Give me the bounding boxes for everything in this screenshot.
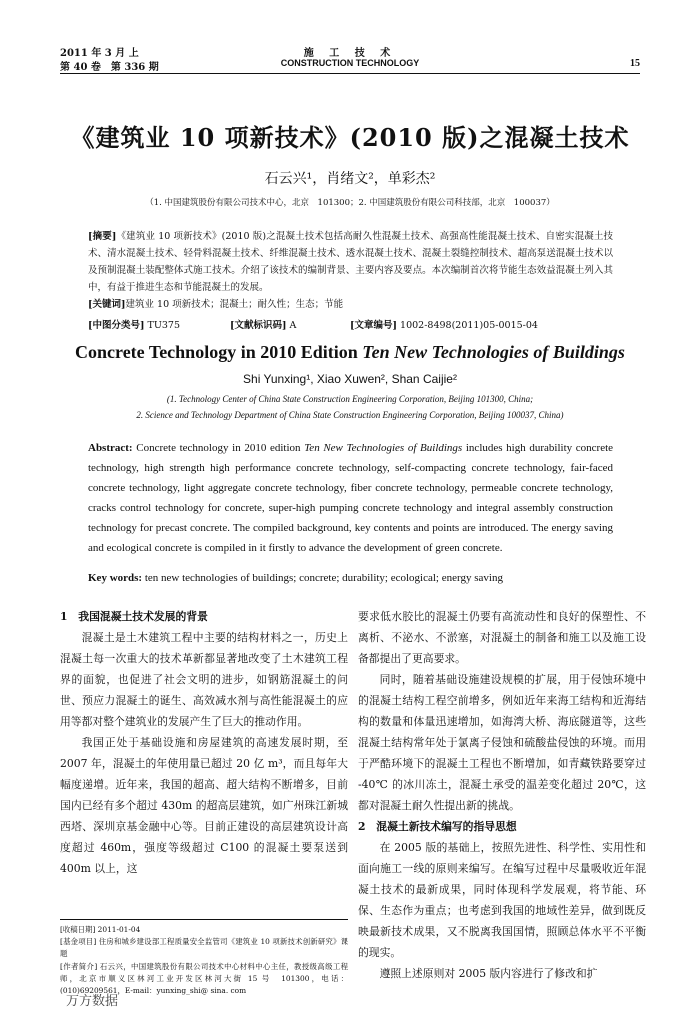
chinese-authors: 石云兴¹，肖绪文²，单彩杰²	[264, 171, 436, 187]
english-title-italic: Ten New Technologies of Buildings	[362, 342, 625, 362]
english-abstract-text-1: Concrete technology in 2010 edition	[136, 442, 301, 454]
english-keywords-label: Key words:	[88, 572, 143, 584]
english-affiliation-1: (1. Technology Center of China State Construction Engineering Corporation, Beijing 101300, China;	[166, 394, 534, 404]
chinese-title: 《建筑业 10 项新技术》(2010 版)之混凝土技术	[70, 123, 630, 152]
left-column	[60, 606, 348, 879]
body-paragraph: 要求低水胶比的混凝土仍要有高流动性和良好的保塑性、不离析、不泌水、不淤塞，对混凝土的制备和施工以及施工设备都提出了更高要求。	[358, 610, 646, 665]
section-1-heading: 1 我国混凝土技术发展的背景	[60, 610, 208, 623]
journal-name: 施 工 技 术	[303, 48, 397, 59]
article-no-value: 1002-8498(2011)05-0015-04	[400, 320, 538, 331]
article-no-field	[350, 317, 538, 331]
clc-value: TU375	[147, 320, 181, 331]
english-abstract-text-2: includes high durability concrete technology, high strength high performance concrete technology, self-compacting concrete technology, fair-faced concrete technology, light aggregate concrete technology, fiber concrete technology, permeable concrete technology, cracks control technology for concrete, super-high pumping concrete technology and integral assembly construction technology for precast concrete. The compiled background, key contents and points are introduced. The energy saving and ecological concrete is compiled in it firstly to advance the development of green concrete.	[88, 442, 614, 554]
body-paragraph: 同时，随着基础设施建设规模的扩展，用于侵蚀环境中的混凝土结构工程空前增多，例如近年来海工结构和近海结构的数量和体量迅速增加，如海湾大桥、海底隧道等，这些混凝土结构常年处于氯离子侵蚀和硫酸盐侵蚀的环境。而用于严酷环境下的混凝土工程也不断增加，如青藏铁路要穿过 -40℃ 的冰川冻土，混凝土承受的温差变化超过 20℃，这都对混凝土耐久性提出新的挑战。	[358, 673, 646, 812]
page-number: 15	[630, 58, 640, 69]
body-paragraph: 遵照上述原则对 2005 版内容进行了修改和扩	[379, 967, 598, 980]
footnotes	[60, 919, 348, 997]
english-affiliation-2: 2. Science and Technology Department of China State Construction Engineering Corporation, Beijing 100037, China)	[136, 410, 564, 420]
header-rule	[60, 73, 640, 74]
english-abstract-label: Abstract:	[88, 442, 133, 454]
chinese-affiliations: （1. 中国建筑股份有限公司技术中心，北京 101300；2. 中国建筑股份有限公司科技部，北京 100037）	[145, 198, 555, 208]
english-title	[0, 342, 700, 363]
keywords-text: 建筑业 10 项新技术；混凝土；耐久性；生态；节能	[125, 299, 344, 310]
english-title-main: Concrete Technology in 2010 Edition	[75, 342, 358, 362]
doc-code-value: A	[289, 320, 297, 331]
chinese-abstract	[88, 228, 613, 313]
fund-project: [基金项目] 住房和城乡建设部工程质量安全监管司《建筑业 10 项新技术创新研究》课题	[60, 937, 348, 959]
issue-date: 2011 年 3 月 上	[60, 48, 139, 59]
clc-field	[88, 317, 180, 331]
body-paragraph: 混凝土是土木建筑工程中主要的结构材料之一，历史上混凝土每一次重大的技术革新都显著地改变了土木建筑工程界的面貌，也促进了社会文明的进步，如钢筋混凝土的问世、预应力混凝土的诞生、高效减水剂与高性能混凝土的应用等都对整个建筑业的发展产生了巨大的推动作用。	[60, 631, 348, 728]
english-abstract-italic: Ten New Technologies of Buildings	[304, 442, 463, 454]
abstract-label: [摘要]	[88, 231, 117, 242]
volume-issue: 第 40 卷 第 336 期	[60, 62, 159, 73]
keywords-label: [关键词]	[88, 299, 126, 310]
abstract-text: 《建筑业 10 项新技术》(2010 版)之混凝土技术包括高耐久性混凝土技术、高强高性能混凝土技术、自密实混凝土技术、清水混凝土技术、轻骨料混凝土技术、纤维混凝土技术、透水混凝土技术、混凝土裂缝控制技术、超高泵送混凝土技术以及预制混凝土装配整体式施工技术。介绍了该技术的编制背景、主要内容及要点。本次编制首次将节能生态效益混凝土列入其中，有益于推进生态和节能混凝土的发展。	[88, 231, 613, 293]
article-no-label: [文章编号]	[350, 320, 397, 331]
body-paragraph: 我国正处于基础设施和房屋建筑的高速发展时期，至 2007 年，混凝土的年使用量已超过 20 亿 m³，而且每年大幅度递增。近年来，我国的超高、超大结构不断增多，目前国内已经有多个超过 430m 的超高层建筑，如广州珠江新城西塔、深圳京基金融中心等。目前正建设的高层建筑设计高度超过 460m，强度等级超过 C100 的混凝土要泵送到 400m 以上，这	[60, 736, 348, 875]
doc-code-field	[230, 317, 296, 331]
english-keywords	[88, 572, 613, 584]
section-2-heading: 2 混凝土新技术编写的指导思想	[358, 820, 517, 833]
english-keywords-text: ten new technologies of buildings; concrete; durability; ecological; energy saving	[144, 572, 503, 584]
clc-label: [中图分类号]	[88, 320, 145, 331]
english-abstract	[88, 438, 613, 558]
right-column	[358, 606, 646, 984]
body-paragraph: 在 2005 版的基础上，按照先进性、科学性、实用性和面向施工一线的原则来编写。在编写过程中尽量吸收近年混凝土技术的最新成果，同时体现科学发展观，将节能、环保、生态作为重点；也考虑到我国的地域性差异，做到既反映最新技术成果，又不脱离我国国情，照顾总体水平不平衡的现实。	[358, 841, 646, 959]
received-date: [收稿日期] 2011-01-04	[60, 925, 141, 934]
watermark: 万方数据	[66, 994, 119, 1009]
journal-name-en: CONSTRUCTION TECHNOLOGY	[280, 58, 420, 68]
english-authors: Shi Yunxing¹, Xiao Xuwen², Shan Caijie²	[243, 372, 457, 386]
running-header	[60, 44, 640, 84]
doc-code-label: [文献标识码]	[230, 320, 287, 331]
author-bio: [作者简介] 石云兴，中国建筑股份有限公司技术中心材料中心主任，教授级高级工程师，北京市顺义区林河工业开发区林河大街 15 号 101300，电话：(010)69209561，E-mail：yunxing_shi@ sina. com	[60, 961, 348, 996]
